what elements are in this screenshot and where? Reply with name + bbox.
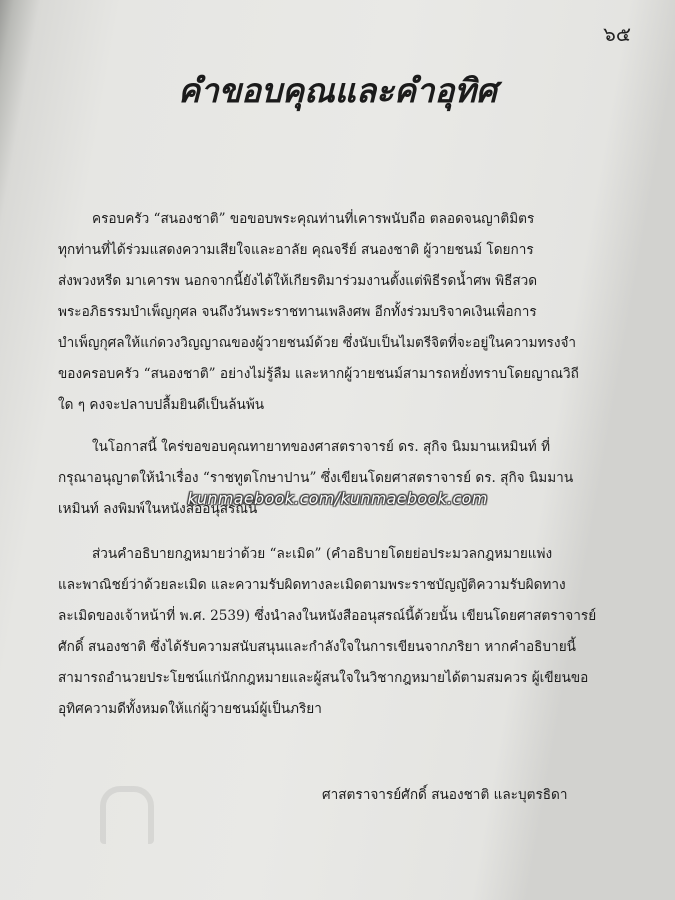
paragraph-line: และพาณิชย์ว่าด้วยละเมิด และความรับผิดทางละเมิดตามพระราชบัญญัติความรับผิดทาง	[58, 577, 566, 593]
paragraph-line: เหมินท์ ลงพิมพ์ในหนังสืออนุสรณ์นี้	[58, 501, 258, 517]
bleed-through-glyph	[100, 786, 154, 844]
paragraph-line: ครอบครัว “สนองชาติ” ขอขอบพระคุณท่านที่เคารพนับถือ ตลอดจนญาติมิตร	[92, 211, 535, 227]
paragraph-line: ส่วนคำอธิบายกฎหมายว่าด้วย “ละเมิด” (คำอธิบายโดยย่อประมวลกฎหมายแพ่ง	[92, 546, 553, 562]
paragraph-line: ของครอบครัว “สนองชาติ” อย่างไม่รู้ลืม และหากผู้วายชนม์สามารถหยั่งทราบโดยญาณวิถี	[58, 366, 579, 382]
signature-line: ศาสตราจารย์ศักดิ์ สนองชาติ และบุตรธิดา	[322, 787, 568, 803]
paragraph-line: อุทิศความดีทั้งหมดให้แก่ผู้วายชนม์ผู้เป็นภริยา	[58, 701, 322, 717]
page-number: ๖๕	[603, 22, 631, 46]
paragraph-dedication	[58, 539, 624, 725]
paragraph-line: บำเพ็ญกุศลให้แก่ดวงวิญญาณของผู้วายชนม์ด้วย ซึ่งนับเป็นไมตรีจิตที่จะอยู่ในความทรงจำ	[58, 335, 577, 351]
paragraph-line: ศักดิ์ สนองชาติ ซึ่งได้รับความสนับสนุนและกำลังใจในการเขียนจากภริยา หากคำอธิบายนี้	[58, 639, 576, 655]
paragraph-line: พระอภิธรรมบำเพ็ญกุศล จนถึงวันพระราชทานเพลิงศพ อีกทั้งร่วมบริจาคเงินเพื่อการ	[58, 304, 537, 320]
paragraph-acknowledgement	[58, 204, 624, 421]
paragraph-line: ใด ๆ คงจะปลาบปลื้มยินดีเป็นล้นพ้น	[58, 397, 265, 413]
paragraph-line: ในโอกาสนี้ ใคร่ขอขอบคุณทายาทของศาสตราจารย์ ดร. สุกิจ นิมมานเหมินท์ ที่	[92, 439, 551, 455]
paragraph-line: ส่งพวงหรีด มาเคารพ นอกจากนี้ยังได้ให้เกียรติมาร่วมงานตั้งแต่พิธีรดน้ำศพ พิธีสวด	[58, 273, 538, 289]
paragraph-line: ทุกท่านที่ได้ร่วมแสดงความเสียใจและอาลัย คุณจรีย์ สนองชาติ ผู้วายชนม์ โดยการ	[58, 242, 534, 258]
paragraph-line: สามารถอำนวยประโยชน์แก่นักกฎหมายและผู้สนใจในวิชากฎหมายได้ตามสมควร ผู้เขียนขอ	[58, 670, 589, 686]
paragraph-line: กรุณาอนุญาตให้นำเรื่อง “ราชทูตโกษาปาน” ซึ่งเขียนโดยศาสตราจารย์ ดร. สุกิจ นิมมาน	[58, 470, 574, 486]
paragraph-line: ละเมิดของเจ้าหน้าที่ พ.ศ. 2539) ซึ่งนำลงในหนังสืออนุสรณ์นี้ด้วยนั้น เขียนโดยศาสตราจารย์	[58, 608, 597, 624]
paragraph-thanks-heirs	[58, 432, 624, 525]
page-title: คำขอบคุณและคำอุทิศ	[178, 71, 497, 110]
watermark-text: kunmaebook.com/kunmaebook.com	[187, 489, 488, 508]
